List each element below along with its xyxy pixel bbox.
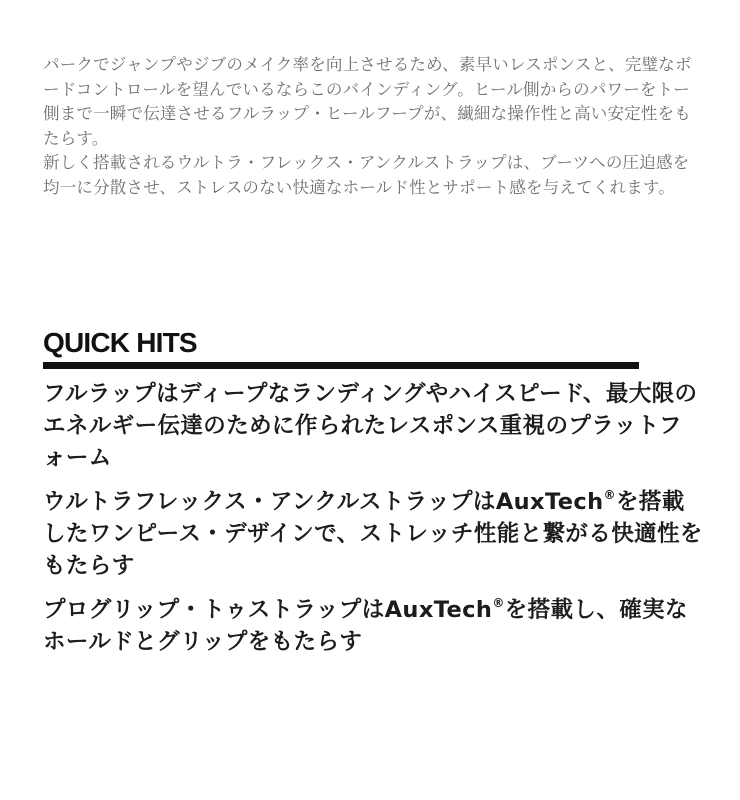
registered-mark: ® bbox=[603, 488, 616, 502]
quick-hit-text: フルラップはディープなランディングやハイスピード、最大限のエネルギー伝達のために作られたレスポンス重視のプラットフォーム bbox=[43, 381, 698, 471]
quick-hit-item bbox=[43, 378, 703, 474]
quick-hit-item bbox=[43, 486, 703, 582]
quick-hits-title: QUICK HITS bbox=[43, 327, 197, 358]
registered-mark: ® bbox=[492, 596, 505, 610]
quick-hits-list bbox=[43, 378, 703, 670]
quick-hits-divider bbox=[43, 362, 639, 369]
quick-hit-item bbox=[43, 594, 703, 658]
description-paragraph: パークでジャンプやジブのメイク率を向上させるため、素早いレスポンスと、完璧なボードコントロールを望んでいるならこのバインディング。ヒール側からのパワーをトー側まで一瞬で伝達させるフルラップ・ヒールフープが、繊細な操作性と高い安定性をもたらす。 bbox=[43, 55, 692, 148]
quick-hit-text: プログリップ・トゥストラップはAuxTech bbox=[43, 597, 493, 623]
product-description bbox=[43, 53, 703, 200]
description-paragraph: 新しく搭載されるウルトラ・フレックス・アンクルストラップは、ブーツへの圧迫感を均一に分散させ、ストレスのない快適なホールド性とサポート感を与えてくれます。 bbox=[43, 153, 690, 197]
quick-hit-text: を搭載したワンピース・デザインで、ストレッチ性能と繋がる快適性をもたらす bbox=[43, 489, 703, 579]
quick-hit-text: を搭載し、確実なホールドとグリップをもたらす bbox=[43, 597, 688, 655]
quick-hit-text: ウルトラフレックス・アンクルストラップはAuxTech bbox=[43, 489, 604, 515]
